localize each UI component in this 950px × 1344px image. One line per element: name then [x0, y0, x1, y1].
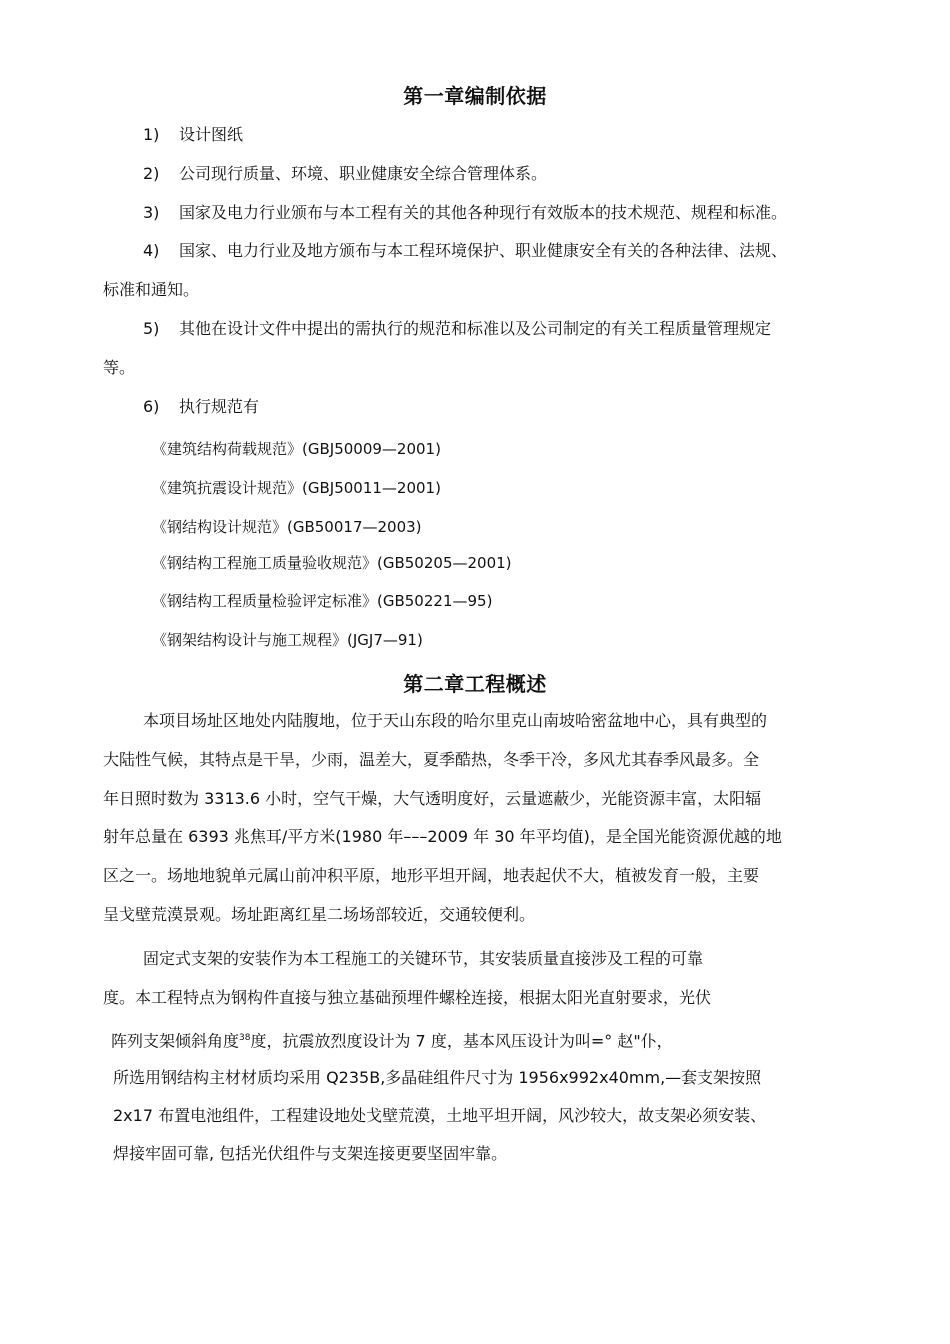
list-item-continuation: 标准和通知。 [103, 280, 200, 299]
chapter1-title: 第一章编制依据 [403, 84, 547, 108]
list-number: 2) [143, 164, 160, 183]
list-item [143, 202, 787, 224]
paragraph-line: 所选用钢结构主材材质均采用 Q235B,多晶硅组件尺寸为 1956x992x40mm,—套支架按照 [113, 1068, 762, 1087]
standard-item: 《建筑抗震设计规范》(GBJ50011—2001) [152, 479, 441, 497]
paragraph-line: 射年总量在 6393 兆焦耳/平方米(1980 年–––2009 年 30 年平均值)，是全国光能资源优越的地 [103, 827, 782, 846]
paragraph-text: 阵列支架倾斜角度 [111, 1031, 240, 1051]
standard-item: 《建筑结构荷载规范》(GBJ50009—2001) [152, 440, 441, 458]
list-text: 设计图纸 [179, 125, 244, 144]
paragraph-line: 年日照时数为 3313.6 小时，空气干燥，大气透明度好，云量遮蔽少，光能资源丰富，太阳辐 [103, 789, 762, 808]
list-item-continuation: 等。 [103, 358, 136, 377]
paragraph-line: 呈戈壁荒漠景观。场址距离红星二场场部较近，交通较便利。 [103, 905, 536, 924]
list-text: 国家、电力行业及地方颁布与本工程环境保护、职业健康安全有关的各种法律、法规、 [179, 241, 788, 260]
standard-item: 《钢结构设计规范》(GB50017—2003) [152, 518, 422, 536]
list-number: 5) [143, 319, 160, 338]
standard-item: 《钢结构工程质量检验评定标准》(GB50221—95) [152, 592, 493, 610]
paragraph-line: 本项目场址区地处内陆腹地，位于天山东段的哈尔里克山南坡哈密盆地中心，具有典型的 [143, 711, 768, 730]
paragraph-text: 度，抗震放烈度设计为 7 度，基本风压设计为叫=° 赵"仆， [250, 1031, 673, 1051]
list-item [143, 396, 259, 418]
list-item [143, 163, 547, 185]
paragraph-line: 区之一。场地地貌单元属山前冲积平原，地形平坦开阔，地表起伏不大，植被发育一般，主要 [103, 866, 760, 885]
paragraph-line: 2x17 布置电池组件，工程建设地处戈壁荒漠，土地平坦开阔，风沙较大，故支架必须安装、 [113, 1106, 767, 1125]
list-text: 公司现行质量、环境、职业健康安全综合管理体系。 [179, 164, 548, 183]
list-item [143, 124, 243, 146]
standard-item: 《钢结构工程施工质量验收规范》(GB50205—2001) [152, 554, 512, 572]
list-number: 6) [143, 397, 160, 416]
superscript-value: 38 [239, 1033, 251, 1043]
list-number: 3) [143, 203, 160, 222]
list-text: 执行规范有 [179, 397, 260, 416]
chapter2-title: 第二章工程概述 [403, 672, 547, 696]
paragraph-line: 度。本工程特点为钢构件直接与独立基础预埋件螺栓连接，根据太阳光直射要求，光伏 [103, 988, 712, 1007]
list-item [143, 240, 787, 262]
list-text: 国家及电力行业颁布与本工程有关的其他各种现行有效版本的技术规范、规程和标准。 [179, 203, 788, 222]
paragraph-line: 固定式支架的安装作为本工程施工的关键环节，其安装质量直接涉及工程的可靠 [143, 949, 704, 968]
paragraph-line: 大陆性气候，其特点是干旱，少雨，温差大，夏季酷热，冬季干冷，多风尤其春季风最多。全 [103, 750, 760, 769]
paragraph-line [111, 1027, 673, 1052]
list-number: 4) [143, 241, 160, 260]
list-item [143, 318, 771, 340]
paragraph-line: 焊接牢固可靠, 包括光伏组件与支架连接更要坚固牢靠。 [113, 1144, 508, 1163]
list-text: 其他在设计文件中提出的需执行的规范和标准以及公司制定的有关工程质量管理规定 [179, 319, 772, 338]
standard-item: 《钢架结构设计与施工规程》(JGJ7—91) [152, 631, 423, 649]
list-number: 1) [143, 125, 160, 144]
